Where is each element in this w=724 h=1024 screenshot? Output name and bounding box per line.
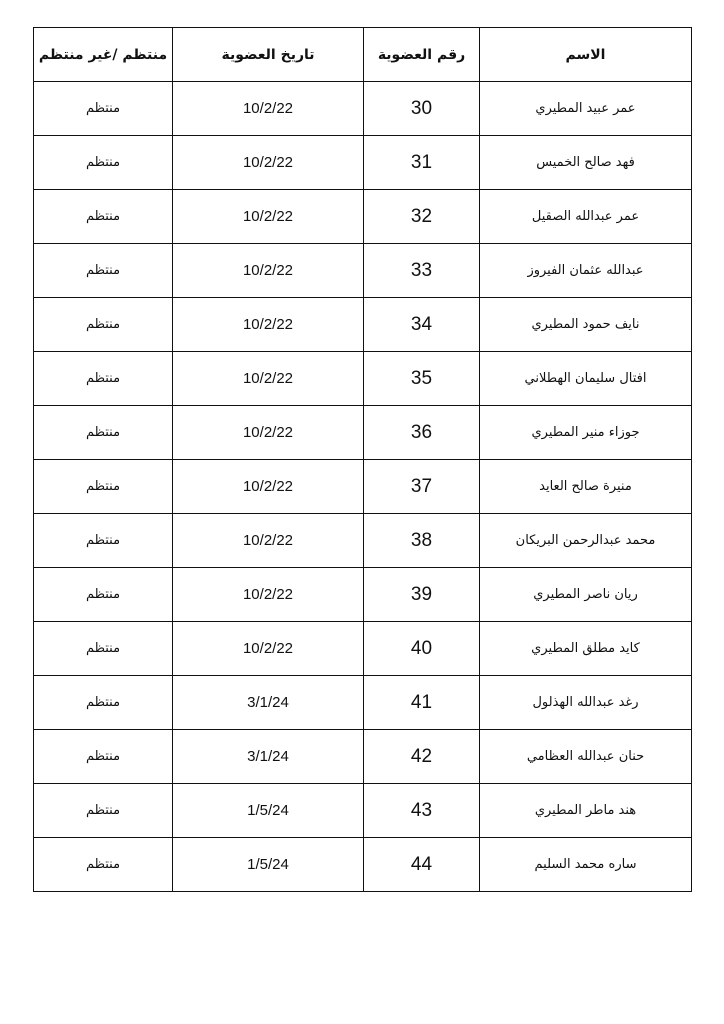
cell-membership-date: 10/2/22 — [173, 514, 364, 568]
cell-membership-number: 40 — [364, 622, 480, 676]
cell-status: منتظم — [34, 244, 173, 298]
table-row — [34, 784, 692, 838]
cell-membership-date: 1/5/24 — [173, 784, 364, 838]
cell-member-name: عمر عبدالله الصقيل — [480, 190, 692, 244]
cell-membership-number: 31 — [364, 136, 480, 190]
cell-status: منتظم — [34, 784, 173, 838]
cell-membership-number: 38 — [364, 514, 480, 568]
cell-membership-number: 33 — [364, 244, 480, 298]
table-row — [34, 676, 692, 730]
cell-status: منتظم — [34, 406, 173, 460]
cell-status: منتظم — [34, 136, 173, 190]
membership-table — [33, 27, 692, 892]
cell-member-name: عمر عبيد المطيري — [480, 82, 692, 136]
cell-member-name: محمد عبدالرحمن البريكان — [480, 514, 692, 568]
table-row — [34, 514, 692, 568]
cell-membership-date: 10/2/22 — [173, 460, 364, 514]
cell-status: منتظم — [34, 622, 173, 676]
table-row — [34, 568, 692, 622]
cell-member-name: فهد صالح الخميس — [480, 136, 692, 190]
cell-member-name: عبدالله عثمان الفيروز — [480, 244, 692, 298]
table-row — [34, 190, 692, 244]
cell-member-name: ساره محمد السليم — [480, 838, 692, 892]
cell-membership-date: 10/2/22 — [173, 406, 364, 460]
table-row — [34, 622, 692, 676]
cell-membership-date: 1/5/24 — [173, 838, 364, 892]
cell-membership-date: 10/2/22 — [173, 298, 364, 352]
cell-status: منتظم — [34, 352, 173, 406]
cell-membership-date: 10/2/22 — [173, 352, 364, 406]
cell-membership-number: 44 — [364, 838, 480, 892]
table-row — [34, 730, 692, 784]
header-status: منتظم /غير منتظم — [34, 28, 173, 82]
cell-status: منتظم — [34, 298, 173, 352]
header-membership-date: تاريخ العضوية — [173, 28, 364, 82]
table-row — [34, 406, 692, 460]
cell-membership-number: 41 — [364, 676, 480, 730]
table-row — [34, 838, 692, 892]
cell-membership-number: 42 — [364, 730, 480, 784]
cell-status: منتظم — [34, 838, 173, 892]
cell-status: منتظم — [34, 514, 173, 568]
cell-member-name: رغد عبدالله الهذلول — [480, 676, 692, 730]
cell-membership-number: 34 — [364, 298, 480, 352]
header-row — [34, 28, 692, 82]
table-header — [34, 28, 692, 82]
table-body — [34, 82, 692, 892]
cell-membership-date: 3/1/24 — [173, 676, 364, 730]
table-row — [34, 136, 692, 190]
cell-member-name: كايد مطلق المطيري — [480, 622, 692, 676]
cell-membership-date: 3/1/24 — [173, 730, 364, 784]
cell-membership-number: 36 — [364, 406, 480, 460]
cell-member-name: منيرة صالح العايد — [480, 460, 692, 514]
cell-membership-number: 32 — [364, 190, 480, 244]
cell-member-name: جوزاء منير المطيري — [480, 406, 692, 460]
table-row — [34, 244, 692, 298]
cell-member-name: حنان عبدالله العظامي — [480, 730, 692, 784]
cell-status: منتظم — [34, 190, 173, 244]
cell-status: منتظم — [34, 568, 173, 622]
table-row — [34, 352, 692, 406]
cell-status: منتظم — [34, 460, 173, 514]
cell-membership-date: 10/2/22 — [173, 136, 364, 190]
cell-membership-number: 37 — [364, 460, 480, 514]
cell-membership-date: 10/2/22 — [173, 82, 364, 136]
cell-membership-date: 10/2/22 — [173, 622, 364, 676]
cell-member-name: ريان ناصر المطيري — [480, 568, 692, 622]
table-row — [34, 298, 692, 352]
cell-membership-number: 39 — [364, 568, 480, 622]
header-name: الاسم — [480, 28, 692, 82]
table-row — [34, 82, 692, 136]
cell-member-name: هند ماطر المطيري — [480, 784, 692, 838]
cell-membership-date: 10/2/22 — [173, 190, 364, 244]
cell-status: منتظم — [34, 676, 173, 730]
header-membership-number: رقم العضوية — [364, 28, 480, 82]
table-row — [34, 460, 692, 514]
cell-member-name: نايف حمود المطيري — [480, 298, 692, 352]
cell-status: منتظم — [34, 82, 173, 136]
cell-membership-number: 43 — [364, 784, 480, 838]
cell-member-name: افتال سليمان الهطلاني — [480, 352, 692, 406]
cell-membership-number: 35 — [364, 352, 480, 406]
cell-membership-date: 10/2/22 — [173, 244, 364, 298]
cell-membership-number: 30 — [364, 82, 480, 136]
cell-status: منتظم — [34, 730, 173, 784]
cell-membership-date: 10/2/22 — [173, 568, 364, 622]
